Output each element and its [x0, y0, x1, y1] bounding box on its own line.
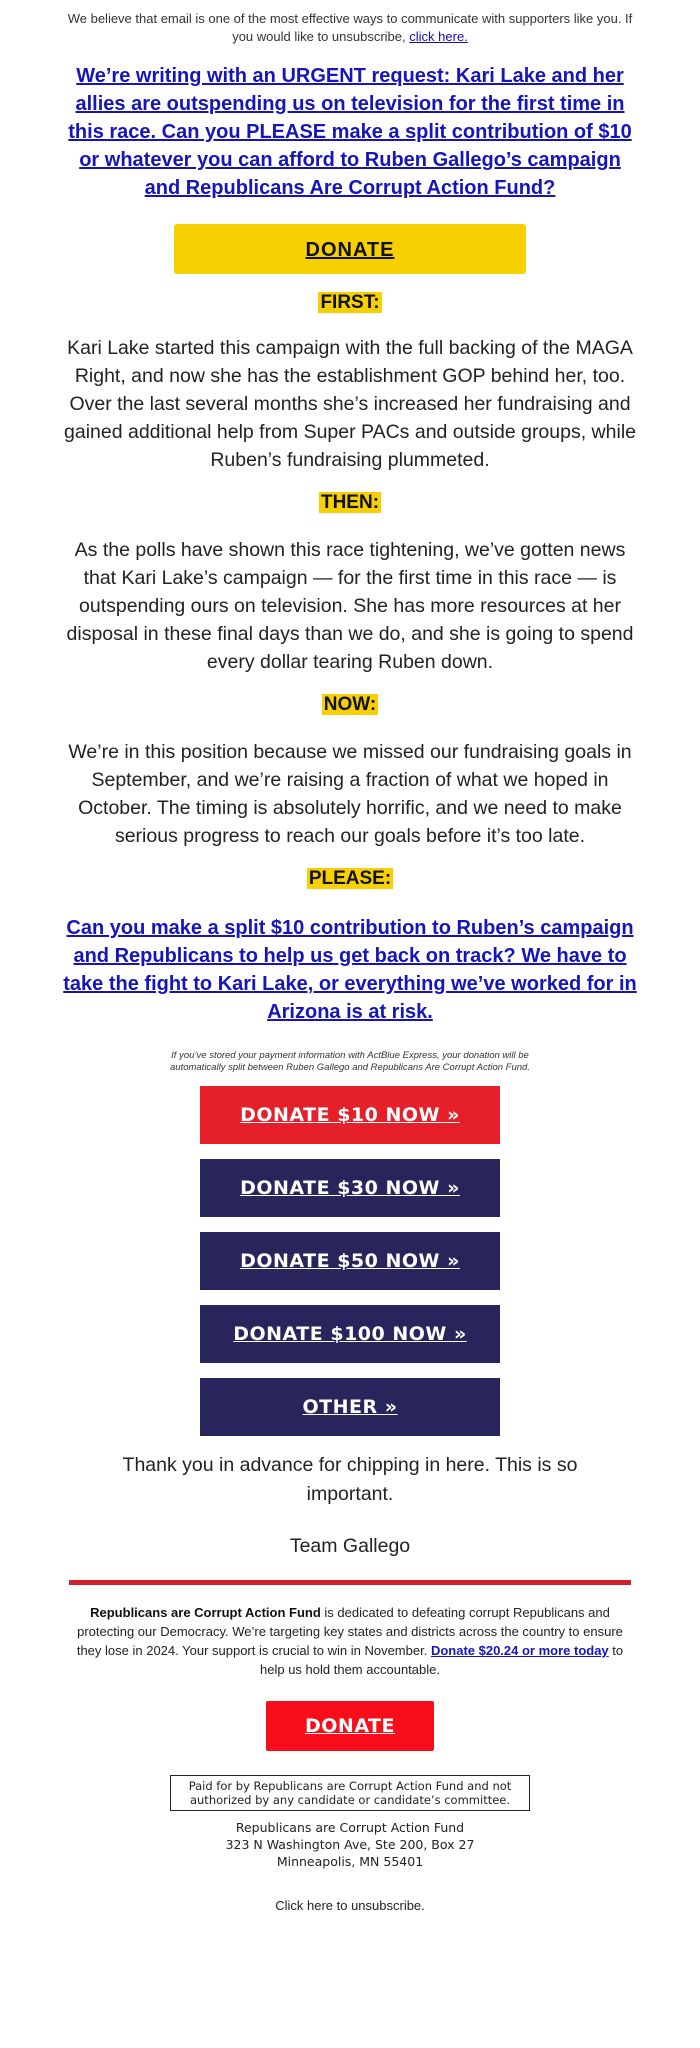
donation-amount-buttons	[0, 1086, 700, 1436]
now-label: NOW:	[323, 694, 377, 715]
footer-donate-link[interactable]: Donate $20.24 or more today	[430, 1643, 609, 1658]
donate-button-footer[interactable]: DONATE	[266, 1701, 434, 1751]
donate-50-button[interactable]: DONATE $50 NOW »	[200, 1232, 500, 1290]
signoff: Team Gallego	[289, 1535, 411, 1557]
donate-10-button[interactable]: DONATE $10 NOW »	[200, 1086, 500, 1144]
paid-for-disclaimer: Paid for by Republicans are Corrupt Action Fund and not authorized by any candidate or candidate’s committee.	[170, 1775, 530, 1811]
section-now-label	[0, 694, 700, 716]
footer-blurb-text: is dedicated to defeating corrupt Republicans and protecting our Democracy. We’re targeting key states and districts across the country to ensure they lose in 2024. Your support is crucial to win in November.	[76, 1605, 623, 1658]
footer-unsubscribe-link[interactable]: Click here to unsubscribe.	[275, 1898, 425, 1913]
footer-unsubscribe	[0, 1898, 700, 1913]
mailing-address	[0, 1819, 700, 1870]
donate-30-button[interactable]: DONATE $30 NOW »	[200, 1159, 500, 1217]
thank-you-text: Thank you in advance for chipping in here. This is so important.	[122, 1454, 578, 1505]
unsubscribe-note	[0, 0, 700, 46]
divider	[69, 1580, 631, 1585]
section-first-label	[0, 292, 700, 314]
address-line-org: Republicans are Corrupt Action Fund	[235, 1820, 465, 1835]
address-line-city: Minneapolis, MN 55401	[276, 1854, 424, 1869]
then-label: THEN:	[320, 492, 380, 513]
section-please-label	[0, 868, 700, 890]
footer-org-name: Republicans are Corrupt Action Fund	[90, 1605, 321, 1620]
actblue-express-note: If you’ve stored your payment information with ActBlue Express, your donation will be automatically split between Ruben Gallego and Republicans Are Corrupt Action Fund.	[170, 1050, 530, 1073]
please-label: PLEASE:	[308, 868, 392, 889]
unsubscribe-link[interactable]: click here.	[409, 29, 468, 44]
footer-blurb	[70, 1603, 630, 1679]
first-label: FIRST:	[320, 292, 380, 313]
footer-blurb-end: to help us hold them accountable.	[260, 1643, 624, 1677]
headline-link[interactable]: We’re writing with an URGENT request: Kari Lake and her allies are outspending us on television for the first time in this race. Can you PLEASE make a split contribution of $10 or whatever you can afford to Ruben Gallego’s campaign and Republicans Are Corrupt Action Fund?	[68, 65, 632, 199]
section-then-label	[0, 492, 700, 514]
section-first-text: Kari Lake started this campaign with the full backing of the MAGA Right, and now she has the establishment GOP behind her, too. Over the last several months she’s increased her fundraising and gained additional help from Super PACs and outside groups, while Ruben’s fundraising plummeted.	[64, 337, 636, 471]
unsubscribe-note-text: We believe that email is one of the most effective ways to communicate with supporters like you. If you would like to unsubscribe,	[67, 11, 633, 44]
donate-button-top[interactable]: DONATE	[174, 224, 526, 274]
donate-other-button[interactable]: OTHER »	[200, 1378, 500, 1436]
donate-100-button[interactable]: DONATE $100 NOW »	[200, 1305, 500, 1363]
section-now-text: We’re in this position because we missed our fundraising goals in September, and we’re raising a fraction of what we hoped in October. The timing is absolutely horrific, and we need to make serious progress to reach our goals before it’s too late.	[68, 741, 632, 847]
address-line-street: 323 N Washington Ave, Ste 200, Box 27	[225, 1837, 475, 1852]
split-contribution-link[interactable]: Can you make a split $10 contribution to Ruben’s campaign and Republicans to help us get back on track? We have to take the fight to Kari Lake, or everything we’ve worked for in Arizona is at risk.	[63, 917, 637, 1023]
section-then-text: As the polls have shown this race tightening, we’ve gotten news that Kari Lake’s campaign — for the first time in this race — is outspending ours on television. She has more resources at her disposal in these final days than we do, and she is going to spend every dollar tearing Ruben down.	[66, 539, 634, 673]
